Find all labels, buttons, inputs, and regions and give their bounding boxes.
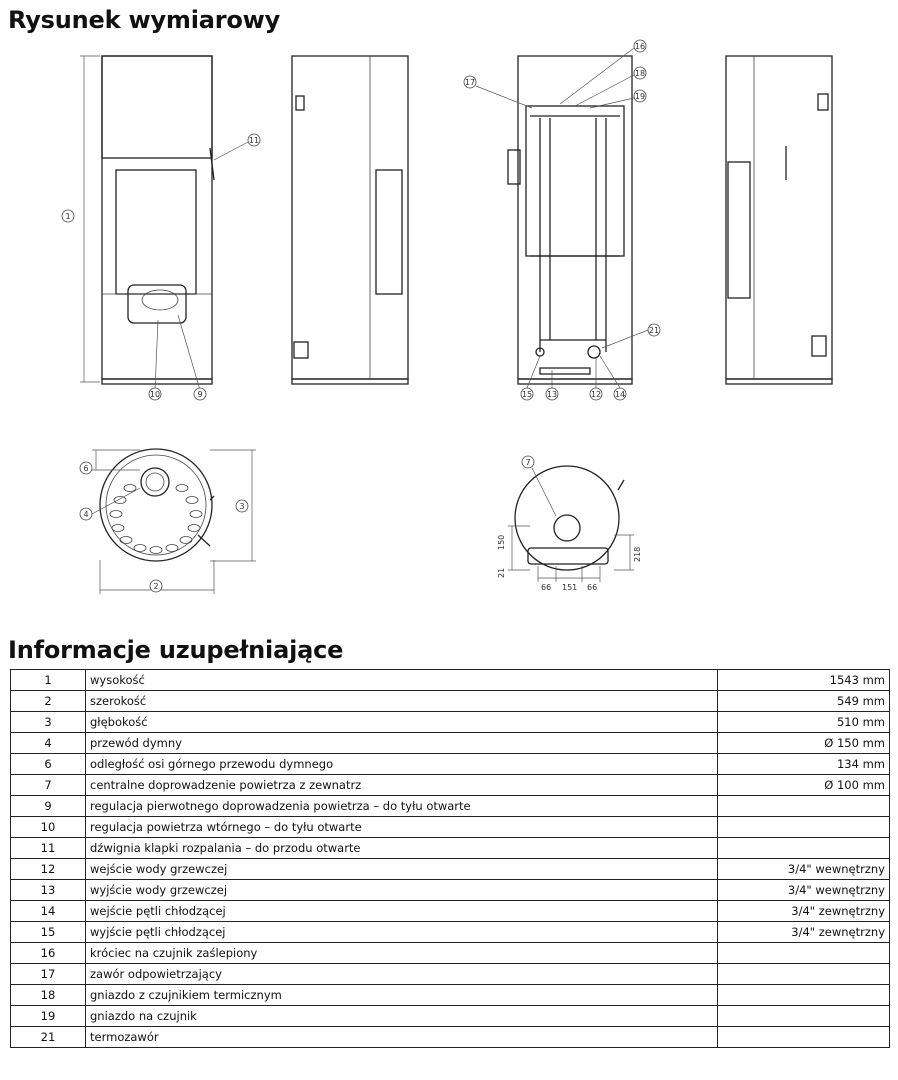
svg-text:6: 6 [83,464,89,473]
dim-66-left: 66 [541,583,552,592]
svg-text:11: 11 [248,136,260,145]
table-row [11,712,890,733]
row-value [717,943,889,964]
row-label: wyjście pętli chłodzącej [86,922,718,943]
svg-text:1: 1 [65,212,71,221]
dim-150: 150 [497,534,506,550]
row-label: przewód dymny [86,733,718,754]
svg-text:2: 2 [153,582,159,591]
row-value: 3/4" zewnętrzny [717,901,889,922]
callout-17 [464,76,476,88]
callout-19 [634,90,646,102]
table-row [11,754,890,775]
row-number: 19 [11,1006,86,1027]
dim-66-right: 66 [587,583,598,592]
svg-text:16: 16 [634,42,646,51]
callout-18 [634,67,646,79]
dim-151: 151 [562,583,578,592]
svg-text:13: 13 [546,390,558,399]
svg-text:9: 9 [197,390,203,399]
row-value [717,796,889,817]
other-side-view [726,56,832,384]
row-number: 16 [11,943,86,964]
row-value: Ø 100 mm [717,775,889,796]
top-view [92,449,256,594]
svg-text:19: 19 [634,92,646,101]
row-value [717,964,889,985]
row-value [717,817,889,838]
callout-21 [648,324,660,336]
row-label: wejście wody grzewczej [86,859,718,880]
row-label: wysokość [86,670,718,691]
row-value: 3/4" wewnętrzny [717,859,889,880]
row-label: zawór odpowietrzający [86,964,718,985]
svg-text:21: 21 [648,326,660,335]
technical-drawing [0,30,898,605]
svg-text:4: 4 [83,510,89,519]
row-number: 15 [11,922,86,943]
row-number: 1 [11,670,86,691]
row-number: 9 [11,796,86,817]
row-label: regulacja pierwotnego doprowadzenia powietrza – do tyłu otwarte [86,796,718,817]
table-row [11,880,890,901]
bottom-view [497,466,642,592]
table-row [11,796,890,817]
table-row [11,901,890,922]
row-number: 18 [11,985,86,1006]
row-label: szerokość [86,691,718,712]
spec-table [10,669,890,1048]
row-label: centralne doprowadzenie powietrza z zewnatrz [86,775,718,796]
table-row [11,943,890,964]
row-value [717,1006,889,1027]
callout-7 [522,456,534,468]
row-number: 4 [11,733,86,754]
callout-11 [248,134,260,146]
row-number: 3 [11,712,86,733]
row-value: 549 mm [717,691,889,712]
row-value [717,838,889,859]
info-section-title: Informacje uzupełniające [8,636,344,664]
table-row [11,1027,890,1048]
svg-text:14: 14 [614,390,626,399]
table-row [11,670,890,691]
table-row [11,964,890,985]
callout-13 [546,388,558,400]
callout-12 [590,388,602,400]
svg-text:17: 17 [464,78,476,87]
row-value: 3/4" wewnętrzny [717,880,889,901]
callout-9 [194,388,206,400]
callout-1 [62,210,74,222]
table-row [11,1006,890,1027]
svg-text:18: 18 [634,69,646,78]
row-label: termozawór [86,1027,718,1048]
row-value [717,1027,889,1048]
callout-3 [236,500,248,512]
callout-2 [150,580,162,592]
table-row [11,922,890,943]
table-row [11,733,890,754]
callout-4 [80,508,92,520]
row-number: 17 [11,964,86,985]
callout-16 [634,40,646,52]
callouts [62,40,660,592]
callout-6 [80,462,92,474]
row-number: 12 [11,859,86,880]
svg-text:12: 12 [590,390,602,399]
row-number: 13 [11,880,86,901]
callout-10 [149,388,161,400]
row-label: regulacja powietrza wtórnego – do tyłu otwarte [86,817,718,838]
drawing-section-title: Rysunek wymiarowy [8,6,281,34]
leader-lines [476,48,648,388]
row-label: wejście pętli chłodzącej [86,901,718,922]
row-value: 1543 mm [717,670,889,691]
row-number: 6 [11,754,86,775]
svg-text:10: 10 [149,390,161,399]
spec-table-body [11,670,890,1048]
row-number: 14 [11,901,86,922]
row-value: 510 mm [717,712,889,733]
row-number: 21 [11,1027,86,1048]
callout-15 [521,388,533,400]
table-row [11,817,890,838]
table-row [11,691,890,712]
front-view [80,56,248,390]
side-view [292,56,408,384]
row-label: dźwignia klapki rozpalania – do przodu otwarte [86,838,718,859]
callout-14 [614,388,626,400]
table-row [11,775,890,796]
rear-open-view [508,56,632,384]
row-label: odległość osi górnego przewodu dymnego [86,754,718,775]
row-label: króciec na czujnik zaślepiony [86,943,718,964]
table-row [11,985,890,1006]
dim-21: 21 [497,567,506,578]
row-label: gniazdo na czujnik [86,1006,718,1027]
row-number: 11 [11,838,86,859]
row-value: 3/4" zewnętrzny [717,922,889,943]
dim-218: 218 [633,546,642,562]
row-value: 134 mm [717,754,889,775]
row-number: 10 [11,817,86,838]
row-value [717,985,889,1006]
row-label: gniazdo z czujnikiem termicznym [86,985,718,1006]
row-number: 7 [11,775,86,796]
row-label: wyjście wody grzewczej [86,880,718,901]
row-number: 2 [11,691,86,712]
row-label: głębokość [86,712,718,733]
row-value: Ø 150 mm [717,733,889,754]
table-row [11,859,890,880]
svg-text:15: 15 [521,390,533,399]
svg-text:3: 3 [239,502,245,511]
svg-text:7: 7 [525,458,531,467]
table-row [11,838,890,859]
